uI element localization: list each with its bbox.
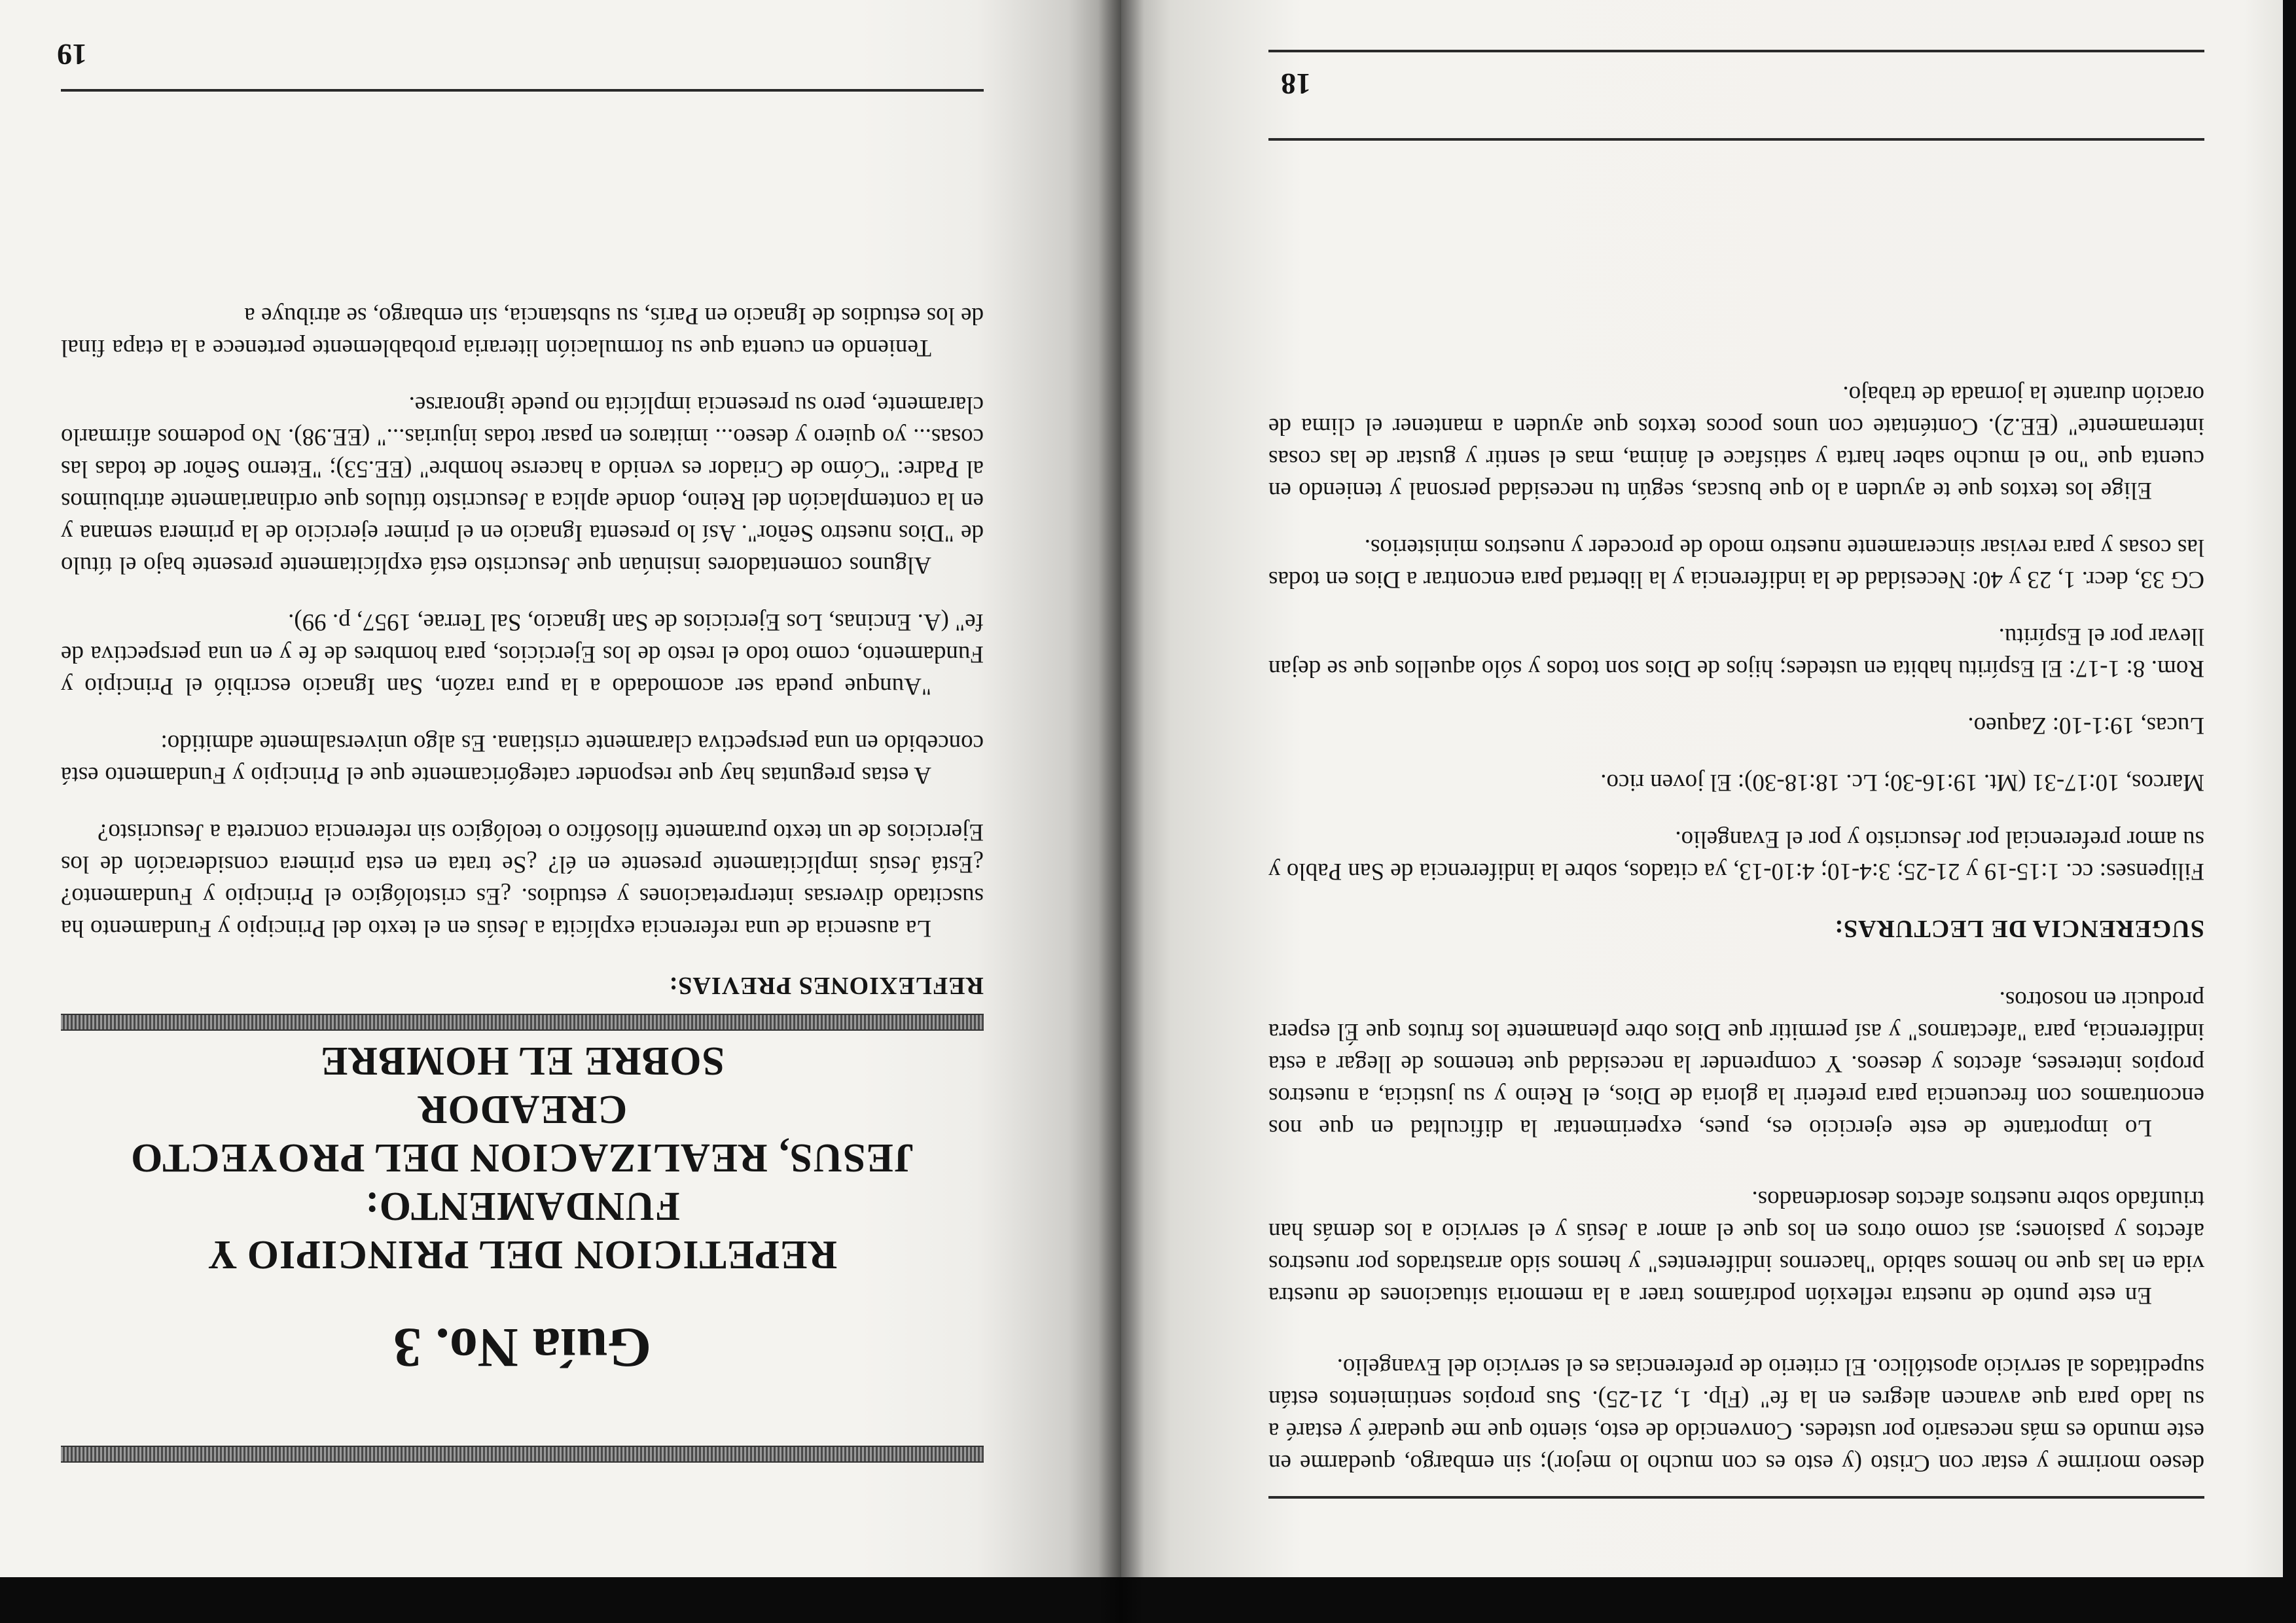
paragraph: La ausencia de una referencia explícita a Jesús en el texto del Principio y Fundamento ha suscitado diversas interpretaciones y estudios. ¿Es cristológico el Principio y Fundamento? ¿Está Jesús implícitamente presente en él? ¿Se trata en esta primera consideración de los Ejercicios de un texto puramente filosófico o teológico sin referencia concreta a Jesucristo? [61,819,984,942]
reading-item: Elige los textos que te ayuden a lo que buscas, según tu necesidad personal y teniendo en cuenta que "no el mucho saber harta y satisface el ánima, mas el sentir y gustar de las cosas internamente" (EE.2). Conténtate con unos pocos textos que ayuden a mantener el clima de oración durante la jornada de trabajo. [1268,381,2204,504]
paragraph: deseo morirme y estar con Cristo (y esto es con mucho lo mejor); sin embargo, quedarme en este mundo es más necesario por ustedes. Convencido de esto, siento que me quedaré y estaré a su lado para que avancen alegres en la fe" (Flp. 1, 21-25). Sus propios sentimientos están supeditados al servicio apostólico. El criterio de preferencias es el servicio del Evangelio. [1268,1353,2204,1476]
paragraph: Teniendo en cuenta que su formulación literaria probablemente pertenece a la etapa final de los estudios de Ignacio en París, su substancia, sin embargo, se atribuye a [61,302,984,361]
ornamental-bar-top [61,1446,984,1463]
ornamental-bar-bottom [61,1014,984,1031]
guide-title-line: SOBRE EL HOMBRE [320,1039,725,1083]
reading-item: CG 33, decr. 1, 23 y 40: Necesidad de la indiferencia y la libertad para encontrar a Dios en todas las cosas y para revisar sinceramente nuestro modo de proceder y nuestros ministerios. [1268,534,2204,593]
top-rule [1268,1496,2204,1499]
paragraph: En este punto de nuestra reflexión podríamos traer a la memoria situaciones de nuestra vida en las que no hemos sabido "hacernos indiferentes" y hemos sido arrastrados por nuestros afectos y pasiones; así como otros en los que el amor a Jesús y el servicio a los demás han triunfado sobre nuestros afectos desordenados. [1268,1186,2204,1309]
paragraph: Lo importante de este ejercicio es, pues, experimentar la dificultad en que nos encontramos con frecuencia para preferir la gloria de Dios, el Reino y su justicia, a nuestros propios intereses, afectos y deseos. Y comprender la necesidad que tenemos de llegar a esta indiferencia, para "afectarnos" y así permitir que Dios obre plenamente los frutos que Él espera producir en nosotros. [1268,986,2204,1141]
quotation: "Aunque pueda ser acomodado a la pura razón, San Ignacio escribió el Principio y Fundamento, como todo el resto de los Ejercicios, para hombres de fe y en una perspectiva de fe" (A. Encinas, Los Ejercicios de San Ignacio, Sal Terrae, 1957, p. 99). [61,609,984,700]
page-19 [0,0,1121,1577]
page-number: 19 [57,38,87,71]
guide-header [61,1037,984,1381]
guide-title [61,1037,984,1279]
bottom-rule [61,89,984,92]
page-18 [1121,0,2283,1577]
page-18-body [1268,378,2204,1479]
section-heading: SUGERENCIA DE LECTURAS: [1834,915,2204,942]
footer-rule [1268,50,2204,52]
guide-title-line: REPETICION DEL PRINCIPIO Y FUNDAMENTO: [207,1184,838,1277]
paragraph: A estas preguntas hay que responder categóricamente que el Principio y Fundamento está concebido en una perspectiva claramente cristiana. Es algo universalmente admitido: [61,730,984,789]
guide-title-line: JESUS, REALIZACION DEL PROYECTO CREADOR [130,1087,914,1180]
book-gutter [1098,0,1144,1623]
paragraph: Algunos comentadores insinúan que Jesucristo está explícitamente presente bajo el título de "Dios nuestro Señor". Así lo presenta Ignacio en el primer ejercicio de la primera semana y en la contemplación del Reino, donde aplica a Jesucristo títulos que ordinariamente atribuimos al Padre: "Cómo de Criador es venido a hacerse hombre" (EE.53); "Eterno Señor de todas las cosas... yo quiero y deseo... imitaros en pasar todas injurias..." (EE.98). No podemos afirmarlo claramente, pero su presencia implícita no puede ignorarse. [61,391,984,579]
guide-number: Guía No. 3 [393,1317,652,1380]
reading-item: Marcos, 10:17-31 (Mt. 19:16-30; Lc. 18:18-30): El joven rico. [1600,769,2204,796]
reading-item: Filipenses: cc. 1:15-19 y 21-25; 3:4-10; 4:10-13, ya citados, sobre la indiferencia de San Pablo y su amor preferencial por Jesucristo y por el Evangelio. [1268,826,2204,885]
section-heading: REFLEXIONES PREVIAS: [668,972,984,999]
page-number: 18 [1281,67,1311,101]
page-19-body [61,300,984,1001]
reading-item: Lucas, 19:1-10: Zaqueo. [1967,712,2204,739]
bottom-rule [1268,138,2204,141]
reading-item: Rom. 8: 1-17: El Espíritu habita en ustedes; hijos de Dios son todos y sólo aquellos que se dejan llevar por el Espíritu. [1268,623,2204,682]
